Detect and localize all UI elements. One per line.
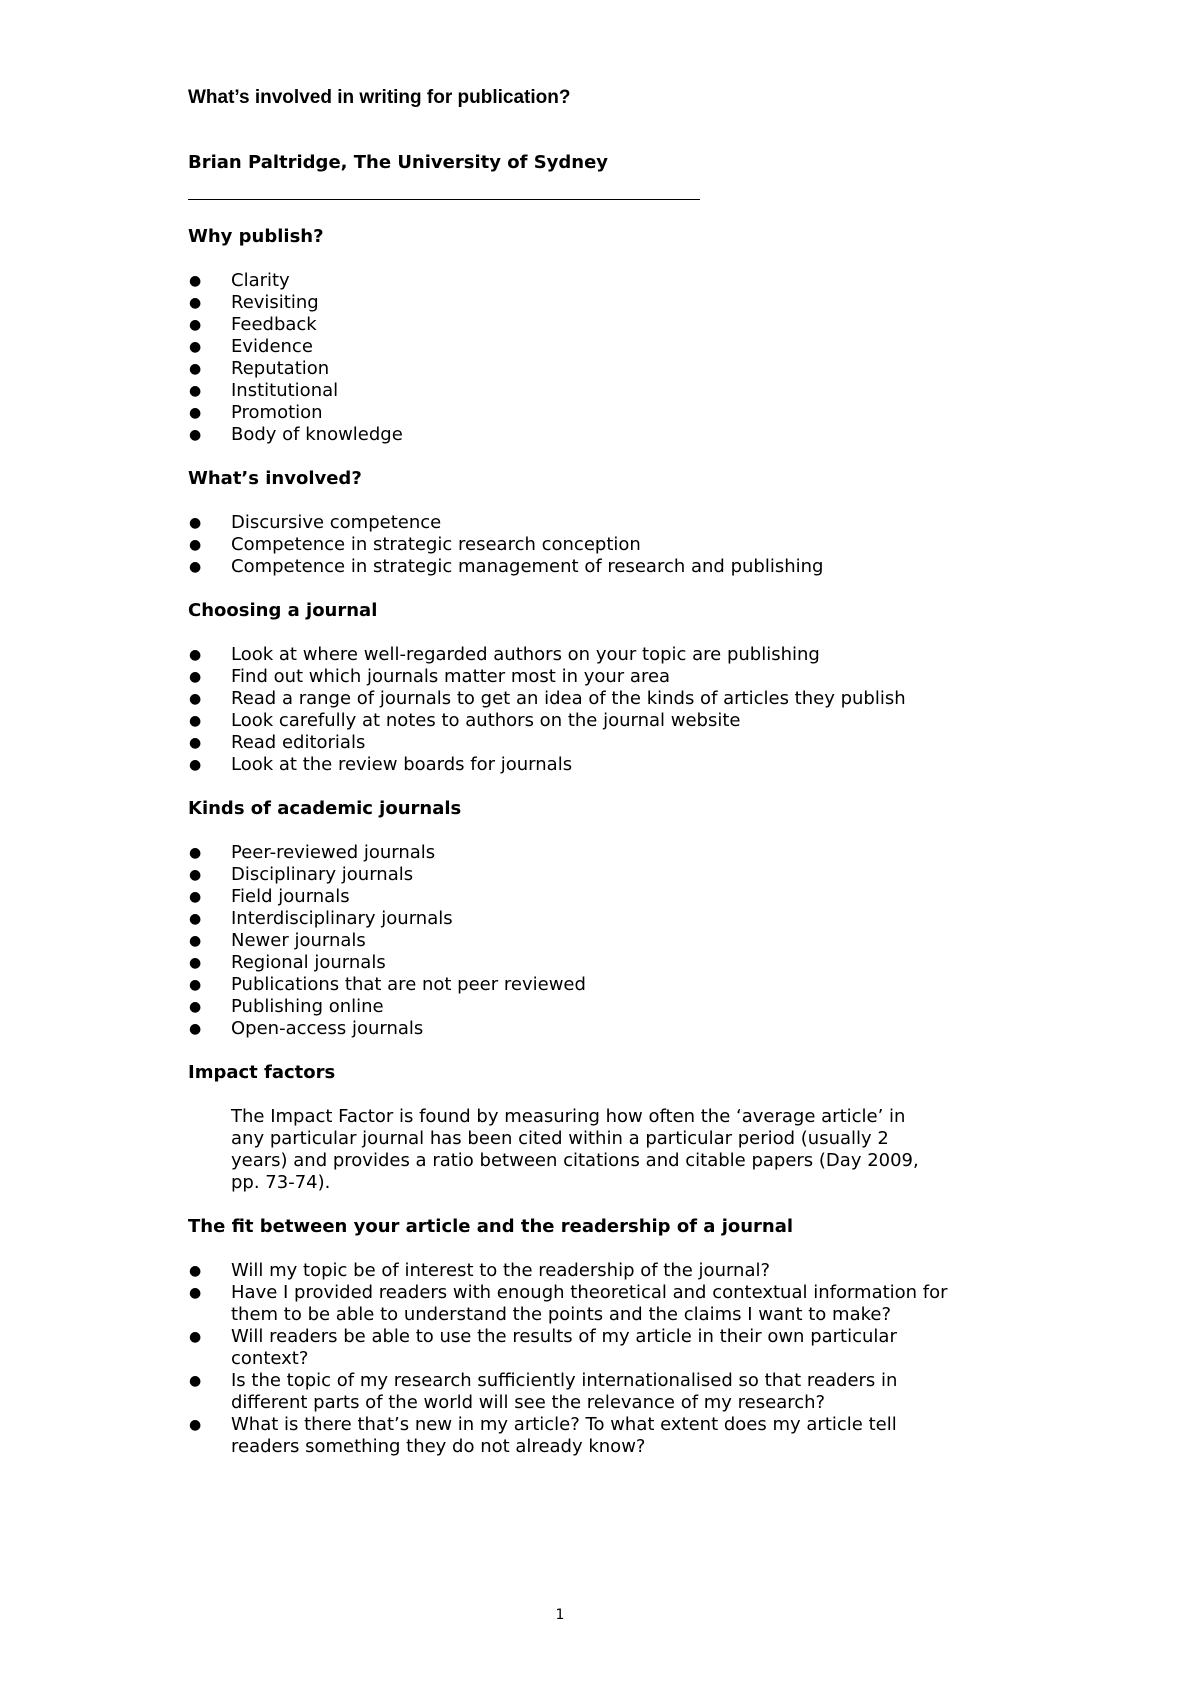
- list-item-text: Regional journals: [231, 952, 386, 973]
- list-item: [188, 754, 948, 776]
- list-item: [188, 336, 948, 358]
- list-item: [188, 1326, 948, 1370]
- list-item: [188, 864, 948, 886]
- list-item: [188, 314, 948, 336]
- list-item: [188, 842, 948, 864]
- bullet-icon: ●: [189, 1329, 202, 1345]
- section-heading-choosing-journal: Choosing a journal: [188, 600, 378, 621]
- list-item: [188, 402, 948, 424]
- list-item: [188, 710, 948, 732]
- list-item-text: Competence in strategic management of research and publishing: [231, 556, 824, 577]
- list-item: [188, 1370, 948, 1414]
- bullet-icon: ●: [189, 1021, 202, 1037]
- list-item: [188, 270, 948, 292]
- bullet-icon: ●: [189, 977, 202, 993]
- list-item: [188, 974, 948, 996]
- section-heading-impact-factors: Impact factors: [188, 1062, 336, 1083]
- bullet-icon: ●: [189, 1263, 202, 1279]
- list-item-text: Competence in strategic research conception: [231, 534, 641, 555]
- section-heading-whats-involved: What’s involved?: [188, 468, 362, 489]
- list-item-text: Feedback: [231, 314, 317, 335]
- list-item-text: Peer-reviewed journals: [231, 842, 436, 863]
- bullet-icon: ●: [189, 889, 202, 905]
- bullet-icon: ●: [189, 383, 202, 399]
- list-choosing-journal: [188, 644, 948, 776]
- list-item: [188, 644, 948, 666]
- bullet-icon: ●: [189, 691, 202, 707]
- list-item: [188, 358, 948, 380]
- section-heading-kinds-of-journals: Kinds of academic journals: [188, 798, 462, 819]
- list-item-text: Read editorials: [231, 732, 366, 753]
- document-body: [188, 226, 948, 1480]
- list-item-text: Find out which journals matter most in your area: [231, 666, 671, 687]
- page-number: 1: [555, 1607, 565, 1623]
- list-item: [188, 1018, 948, 1040]
- list-whats-involved: [188, 512, 948, 578]
- list-item-text: Have I provided readers with enough theoretical and contextual information for them to be able to understand the points and the claims I want to make?: [231, 1282, 948, 1325]
- list-item: [188, 996, 948, 1018]
- list-item: [188, 380, 948, 402]
- list-item-text: Look at the review boards for journals: [231, 754, 573, 775]
- bullet-icon: ●: [189, 1285, 202, 1301]
- list-item-text: Field journals: [231, 886, 350, 907]
- horizontal-rule: [188, 199, 700, 200]
- list-item: [188, 424, 948, 446]
- list-item-text: Look at where well-regarded authors on your topic are publishing: [231, 644, 820, 665]
- list-item-text: Newer journals: [231, 930, 366, 951]
- bullet-icon: ●: [189, 427, 202, 443]
- list-item-text: Clarity: [231, 270, 290, 291]
- list-item-text: Reputation: [231, 358, 330, 379]
- list-item: [188, 556, 948, 578]
- bullet-icon: ●: [189, 867, 202, 883]
- list-item-text: Revisiting: [231, 292, 319, 313]
- bullet-icon: ●: [189, 273, 202, 289]
- impact-factor-paragraph: The Impact Factor is found by measuring how often the ‘average article’ in any particular journal has been cited within a particular period (usually 2 years) and provides a ratio between citations and citable papers (Day 2009, pp. 73-74).: [231, 1106, 919, 1193]
- bullet-icon: ●: [189, 295, 202, 311]
- list-item: [188, 666, 948, 688]
- list-item: [188, 908, 948, 930]
- list-article-fit: [188, 1260, 948, 1458]
- document-title: What’s involved in writing for publication?: [188, 87, 571, 108]
- list-item: [188, 886, 948, 908]
- list-item-text: Is the topic of my research sufficiently internationalised so that readers in different parts of the world will see the relevance of my research?: [231, 1370, 898, 1413]
- bullet-icon: ●: [189, 515, 202, 531]
- list-item-text: Open-access journals: [231, 1018, 424, 1039]
- list-item-text: Interdisciplinary journals: [231, 908, 453, 929]
- bullet-icon: ●: [189, 757, 202, 773]
- list-item: [188, 1260, 948, 1282]
- list-kinds-of-journals: [188, 842, 948, 1040]
- list-item: [188, 292, 948, 314]
- list-item-text: What is there that’s new in my article? To what extent does my article tell readers something they do not already know?: [231, 1414, 897, 1457]
- bullet-icon: ●: [189, 339, 202, 355]
- bullet-icon: ●: [189, 647, 202, 663]
- list-item: [188, 930, 948, 952]
- list-item: [188, 688, 948, 710]
- bullet-icon: ●: [189, 933, 202, 949]
- bullet-icon: ●: [189, 1373, 202, 1389]
- list-item: [188, 534, 948, 556]
- bullet-icon: ●: [189, 713, 202, 729]
- bullet-icon: ●: [189, 1417, 202, 1433]
- list-item-text: Publications that are not peer reviewed: [231, 974, 586, 995]
- list-why-publish: [188, 270, 948, 446]
- list-item-text: Look carefully at notes to authors on the journal website: [231, 710, 741, 731]
- list-item-text: Institutional: [231, 380, 339, 401]
- list-item-text: Will my topic be of interest to the readership of the journal?: [231, 1260, 771, 1281]
- list-item-text: Read a range of journals to get an idea of the kinds of articles they publish: [231, 688, 906, 709]
- section-heading-article-fit: The fit between your article and the readership of a journal: [188, 1216, 794, 1237]
- bullet-icon: ●: [189, 537, 202, 553]
- list-item-text: Evidence: [231, 336, 313, 357]
- list-item: [188, 512, 948, 534]
- bullet-icon: ●: [189, 317, 202, 333]
- bullet-icon: ●: [189, 999, 202, 1015]
- bullet-icon: ●: [189, 361, 202, 377]
- bullet-icon: ●: [189, 559, 202, 575]
- section-heading-why-publish: Why publish?: [188, 226, 324, 247]
- author-line: Brian Paltridge, The University of Sydney: [188, 152, 609, 173]
- list-item-text: Disciplinary journals: [231, 864, 414, 885]
- list-item: [188, 1282, 948, 1326]
- bullet-icon: ●: [189, 955, 202, 971]
- bullet-icon: ●: [189, 911, 202, 927]
- bullet-icon: ●: [189, 405, 202, 421]
- bullet-icon: ●: [189, 669, 202, 685]
- document-page: [188, 86, 948, 1457]
- list-item: [188, 732, 948, 754]
- list-item-text: Will readers be able to use the results of my article in their own particular context?: [231, 1326, 897, 1369]
- list-item-text: Promotion: [231, 402, 323, 423]
- list-item: [188, 1414, 948, 1458]
- list-item-text: Discursive competence: [231, 512, 442, 533]
- bullet-icon: ●: [189, 845, 202, 861]
- list-item-text: Body of knowledge: [231, 424, 403, 445]
- list-item: [188, 952, 948, 974]
- bullet-icon: ●: [189, 735, 202, 751]
- list-item-text: Publishing online: [231, 996, 384, 1017]
